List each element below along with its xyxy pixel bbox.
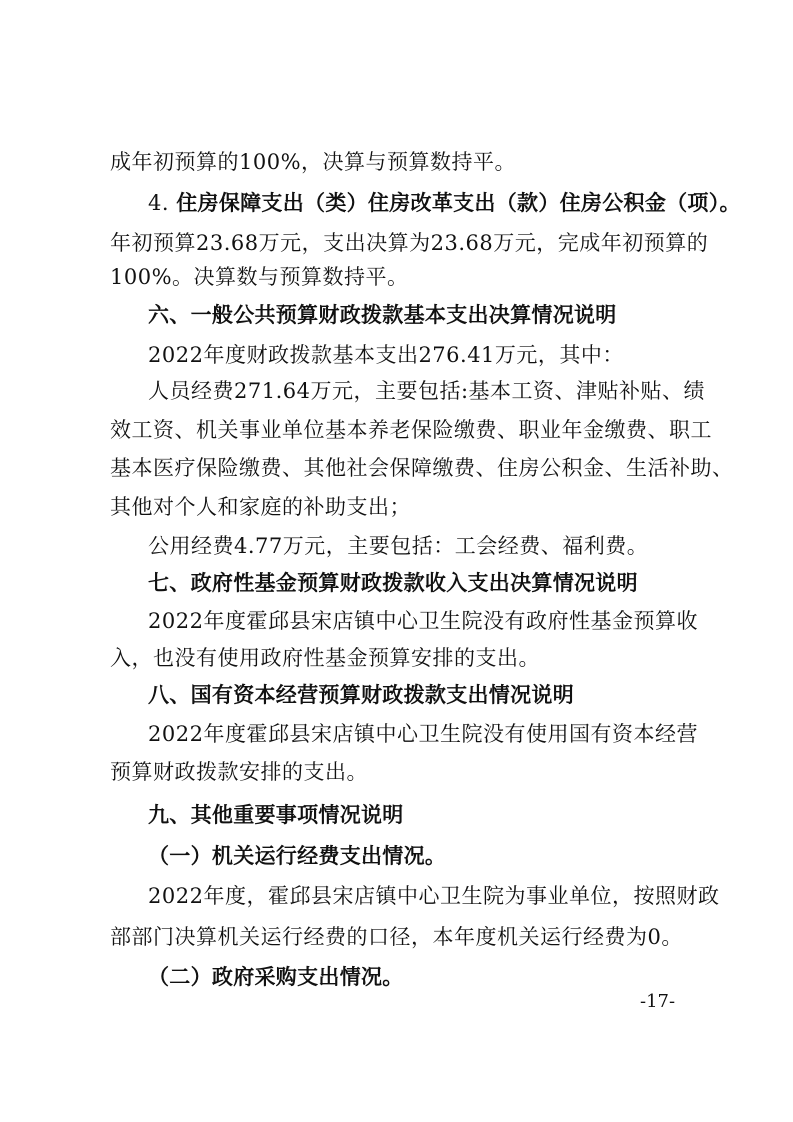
item-number: 4. [148, 191, 170, 215]
paragraph-line: 2022年度，霍邱县宋店镇中心卫生院为事业单位，按照财政 [148, 884, 720, 908]
paragraph-line: 入，也没有使用政府性基金预算安排的支出。 [110, 646, 540, 670]
paragraph-line: 成年初预算的100%，决算与预算数持平。 [110, 150, 517, 174]
paragraph-line: 100%。决算数与预算数持平。 [110, 265, 409, 289]
subsection-heading: （二）政府采购支出情况。 [148, 965, 404, 989]
paragraph-line: 效工资、机关事业单位基本养老保险缴费、职业年金缴费、职工 [110, 418, 712, 442]
paragraph-line: 基本医疗保险缴费、其他社会保障缴费、住房公积金、生活补助、 [110, 456, 734, 480]
paragraph-line [148, 188, 741, 218]
section-heading: 八、国有资本经营预算财政拨款支出情况说明 [148, 683, 574, 707]
paragraph-line: 预算财政拨款安排的支出。 [110, 760, 368, 784]
paragraph-line: 部部门决算机关运行经费的口径，本年度机关运行经费为0。 [110, 925, 683, 949]
item-heading: 住房保障支出（类）住房改革支出（款）住房公积金（项）。 [176, 191, 741, 215]
section-heading: 七、政府性基金预算财政拨款收入支出决算情况说明 [148, 571, 638, 595]
paragraph-line: 2022年度财政拨款基本支出276.41万元，其中： [148, 343, 624, 367]
section-heading: 六、一般公共预算财政拨款基本支出决算情况说明 [148, 303, 617, 327]
paragraph-line: 2022年度霍邱县宋店镇中心卫生院没有政府性基金预算收 [148, 609, 698, 633]
paragraph-line: 年初预算23.68万元，支出决算为23.68万元，完成年初预算的 [110, 231, 709, 255]
page-number: -17- [640, 991, 676, 1012]
paragraph-line: 人员经费271.64万元，主要包括:基本工资、津贴补贴、绩 [148, 379, 706, 403]
section-heading: 九、其他重要事项情况说明 [148, 803, 404, 827]
subsection-heading: （一）机关运行经费支出情况。 [148, 844, 447, 868]
paragraph-line: 其他对个人和家庭的补助支出； [110, 495, 411, 519]
paragraph-line: 2022年度霍邱县宋店镇中心卫生院没有使用国有资本经营 [148, 722, 698, 746]
paragraph-line: 公用经费4.77万元，主要包括：工会经费、福利费。 [148, 534, 649, 558]
